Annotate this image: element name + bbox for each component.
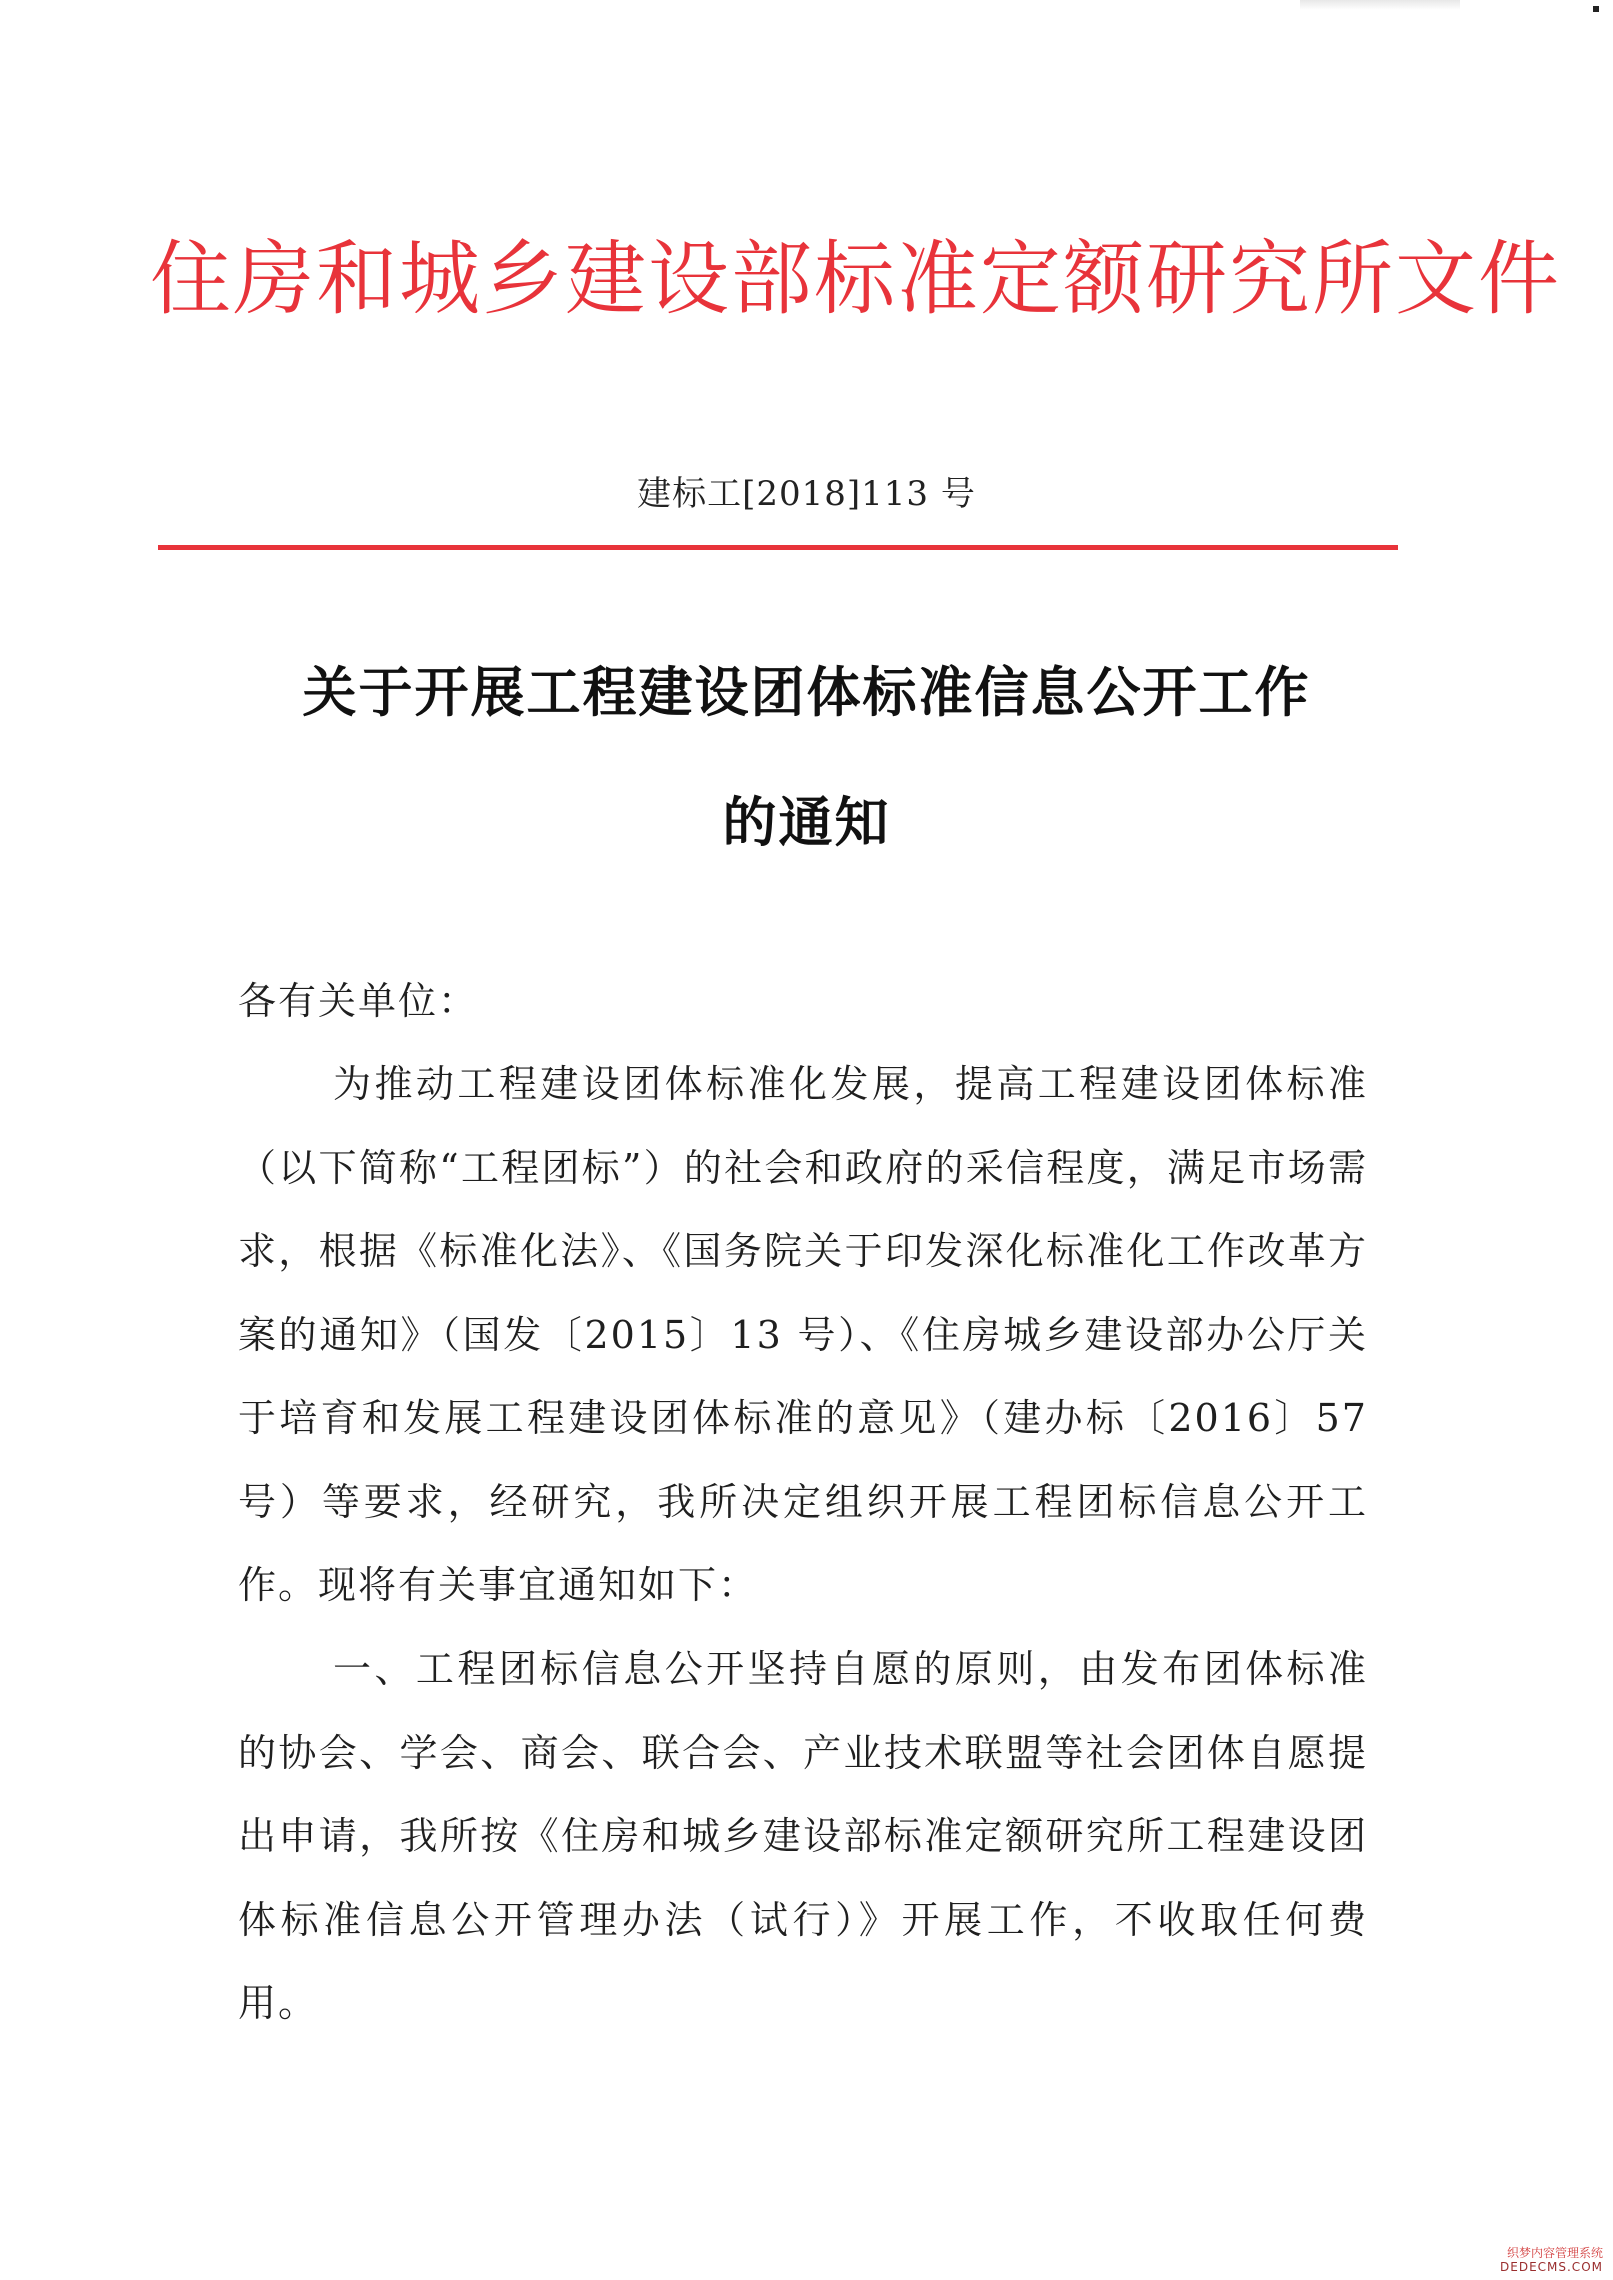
site-watermark bbox=[1500, 2246, 1603, 2274]
scan-corner-mark bbox=[1593, 6, 1599, 12]
notice-title-line-1: 关于开展工程建设团体标准信息公开工作 bbox=[302, 661, 1311, 724]
scan-shadow bbox=[1300, 0, 1460, 10]
red-separator-line bbox=[158, 545, 1398, 550]
body-paragraph-1: 为推动工程建设团体标准化发展，提高工程建设团体标准（以下简称“工程团标”）的社会和政府的采信程度，满足市场需求，根据《标准化法》、《国务院关于印发深化标准化工作改革方案的通知》（国发〔2015〕13 号）、《住房城乡建设部办公厅关于培育和发展工程建设团体标准的意见》（建办标〔2016〕57 号）等要求，经研究，我所决定组织开展工程团标信息公开工作。现将有关事宜通知如下： bbox=[238, 1062, 1368, 1607]
issuer-masthead: 住房和城乡建设部标准定额研究所文件 bbox=[150, 233, 1562, 327]
watermark-domain: DEDECMS.COM bbox=[1500, 2260, 1603, 2274]
body-paragraph-2: 一、工程团标信息公开坚持自愿的原则，由发布团体标准的协会、学会、商会、联合会、产业技术联盟等社会团体自愿提出申请，我所按《住房和城乡建设部标准定额研究所工程建设团体标准信息公开管理办法（试行）》开展工作，不收取任何费用。 bbox=[238, 1647, 1368, 2025]
salutation: 各有关单位： bbox=[238, 979, 479, 1023]
notice-title-line-2: 的通知 bbox=[722, 791, 891, 854]
watermark-title: 织梦内容管理系统 bbox=[1506, 2246, 1603, 2260]
document-number: 建标工[2018]113 号 bbox=[637, 474, 976, 514]
